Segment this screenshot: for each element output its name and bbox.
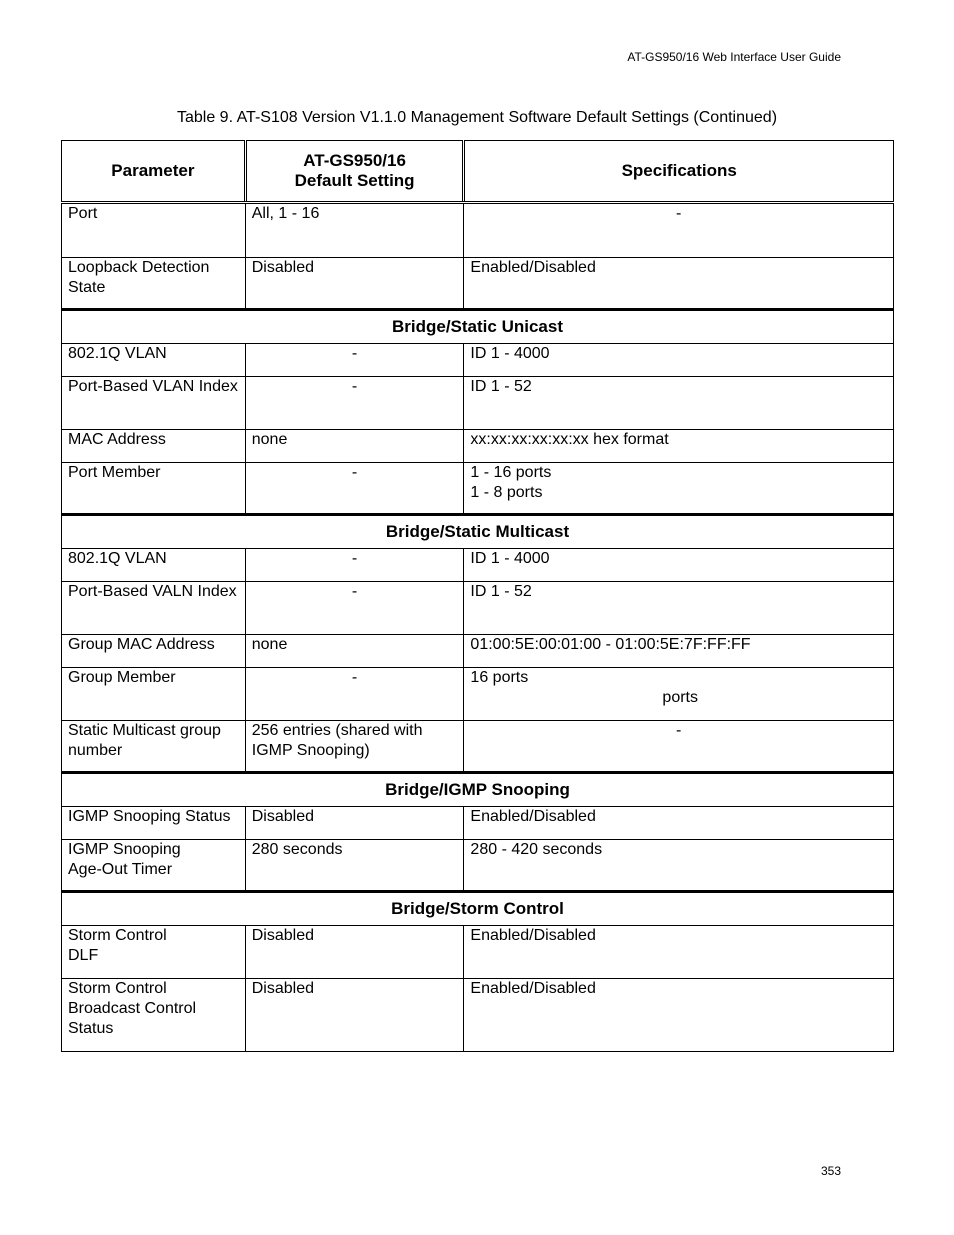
param-line: DLF: [68, 947, 99, 964]
cell-default: Disabled: [245, 807, 464, 840]
default-settings-table: [61, 140, 894, 1052]
cell-default: Disabled: [245, 926, 464, 979]
cell-spec: Enabled/Disabled: [464, 807, 894, 840]
column-header-default-line1: AT-GS950/16: [303, 151, 406, 170]
cell-parameter: [62, 840, 246, 892]
column-header-specifications: Specifications: [464, 141, 894, 203]
section-row-igmp-snooping: [62, 773, 894, 807]
cell-spec: Enabled/Disabled: [464, 979, 894, 1052]
cell-spec: 280 - 420 seconds: [464, 840, 894, 892]
cell-spec: -: [464, 203, 894, 258]
section-title: Bridge/IGMP Snooping: [62, 773, 894, 807]
table-header-row: [62, 141, 894, 203]
cell-default: none: [245, 430, 464, 463]
cell-parameter: Group Member: [62, 668, 246, 721]
spec-line: 1 - 16 ports: [470, 464, 552, 481]
table-row: [62, 463, 894, 515]
section-title: Bridge/Static Unicast: [62, 310, 894, 344]
table-row: [62, 721, 894, 773]
cell-spec: -: [464, 721, 894, 773]
cell-parameter: Port: [62, 203, 246, 258]
table-row: [62, 344, 894, 377]
cell-parameter: Static Multicast group number: [62, 721, 246, 773]
param-line: Storm Control: [68, 927, 167, 944]
cell-spec: ID 1 - 4000: [464, 549, 894, 582]
column-header-parameter: Parameter: [62, 141, 246, 203]
section-title: Bridge/Static Multicast: [62, 515, 894, 549]
spec-line: 16 ports: [470, 669, 529, 686]
cell-spec: xx:xx:xx:xx:xx:xx hex format: [464, 430, 894, 463]
cell-default: Disabled: [245, 258, 464, 310]
table-row: [62, 926, 894, 979]
cell-default: none: [245, 635, 464, 668]
cell-parameter: Loopback Detection State: [62, 258, 246, 310]
cell-spec: Enabled/Disabled: [464, 926, 894, 979]
table-caption: Table 9. AT-S108 Version V1.1.0 Management Software Default Settings (Continued): [176, 109, 778, 126]
column-header-default-line2: Default Setting: [294, 171, 415, 190]
table-row: [62, 549, 894, 582]
table-row: [62, 430, 894, 463]
cell-default: 256 entries (shared with IGMP Snooping): [245, 721, 464, 773]
table-row: [62, 807, 894, 840]
column-header-default: [245, 141, 464, 203]
param-line: Broadcast Control: [68, 1000, 197, 1017]
cell-parameter: [62, 926, 246, 979]
table-row: [62, 377, 894, 430]
section-row-static-unicast: [62, 310, 894, 344]
cell-parameter: Group MAC Address: [62, 635, 246, 668]
cell-parameter: MAC Address: [62, 430, 246, 463]
cell-default: All, 1 - 16: [245, 203, 464, 258]
cell-default: -: [245, 463, 464, 515]
cell-spec: 01:00:5E:00:01:00 - 01:00:5E:7F:FF:FF: [464, 635, 894, 668]
cell-default: -: [245, 549, 464, 582]
param-line: Age-Out Timer: [68, 861, 173, 878]
param-line: Storm Control: [68, 980, 167, 997]
cell-spec: Enabled/Disabled: [464, 258, 894, 310]
cell-default: -: [245, 377, 464, 430]
cell-default: -: [245, 344, 464, 377]
cell-spec: ID 1 - 52: [464, 582, 894, 635]
table-row: [62, 258, 894, 310]
table-row: [62, 582, 894, 635]
section-title: Bridge/Storm Control: [62, 892, 894, 926]
cell-spec: ID 1 - 52: [464, 377, 894, 430]
cell-parameter: Port-Based VLAN Index: [62, 377, 246, 430]
table-row: [62, 979, 894, 1052]
cell-parameter: [62, 979, 246, 1052]
cell-spec: [464, 463, 894, 515]
page-number: 353: [820, 1164, 841, 1178]
table-row: [62, 203, 894, 258]
cell-default: -: [245, 582, 464, 635]
section-row-storm-control: [62, 892, 894, 926]
spec-line: ports: [662, 689, 698, 706]
cell-spec: [464, 668, 894, 721]
table-row: [62, 635, 894, 668]
table-row: [62, 668, 894, 721]
param-line: Status: [68, 1020, 114, 1037]
param-line: IGMP Snooping: [68, 841, 181, 858]
cell-parameter: IGMP Snooping Status: [62, 807, 246, 840]
cell-parameter: 802.1Q VLAN: [62, 344, 246, 377]
cell-default: Disabled: [245, 979, 464, 1052]
cell-parameter: 802.1Q VLAN: [62, 549, 246, 582]
cell-parameter: Port-Based VALN Index: [62, 582, 246, 635]
running-header: AT-GS950/16 Web Interface User Guide: [627, 50, 841, 64]
cell-default: -: [245, 668, 464, 721]
table-row: [62, 840, 894, 892]
spec-line: 1 - 8 ports: [470, 484, 543, 501]
cell-parameter: Port Member: [62, 463, 246, 515]
section-row-static-multicast: [62, 515, 894, 549]
cell-spec: ID 1 - 4000: [464, 344, 894, 377]
cell-default: 280 seconds: [245, 840, 464, 892]
